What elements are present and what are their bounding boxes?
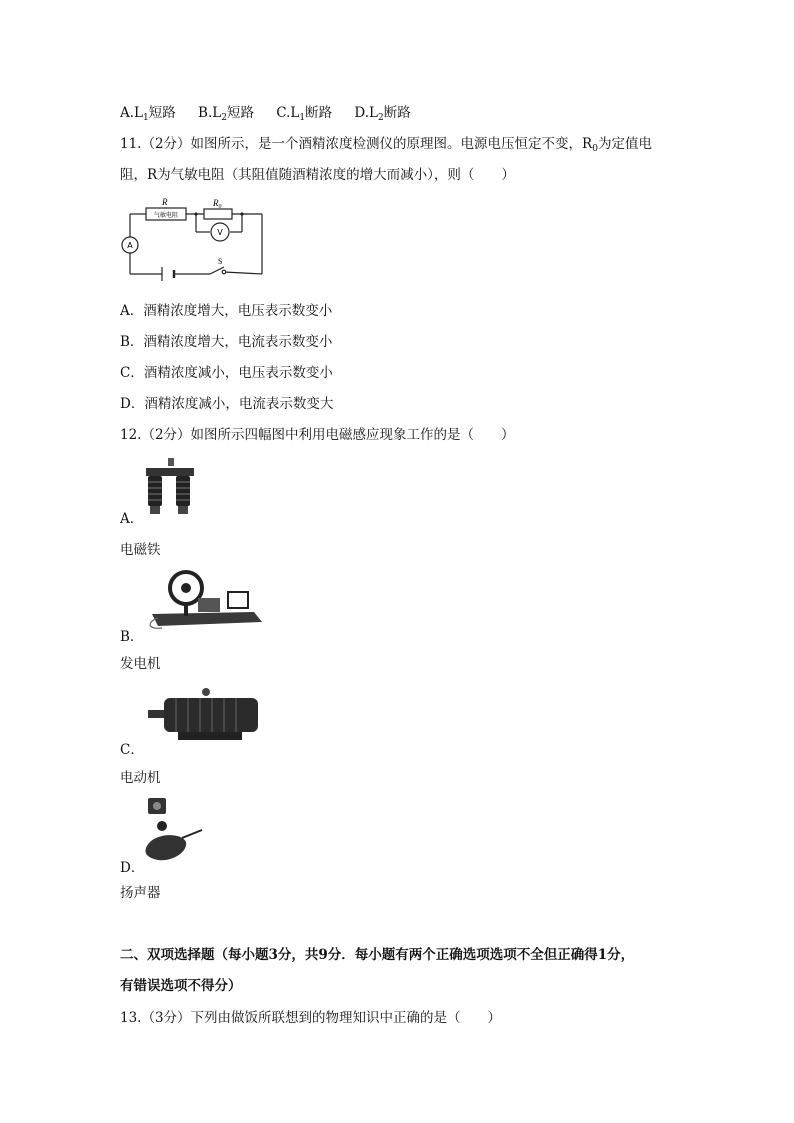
q10-option-c[interactable]: $C.L_1$断路 (276, 105, 333, 123)
q12-option-b-caption: 发电机 (120, 656, 161, 672)
q12-stem: 12.（2分）如图所示四幅图中利用电磁感应现象工作的是（ ） (120, 427, 515, 443)
label-s: S (218, 257, 223, 266)
fixed-resistor-r0 (204, 209, 232, 219)
section2-heading-line1: 二、双项选择题（每小题3分，共9分．每小题有两个正确选项选项不全但正确得1分， (120, 947, 635, 963)
label-a: A (127, 241, 133, 250)
q10-options-row (120, 104, 429, 122)
wire-bottom-right (224, 272, 262, 274)
q11-circuit-diagram (118, 196, 268, 282)
q10-option-b[interactable]: $B.L_2$短路 (198, 105, 254, 123)
speaker-image (142, 796, 206, 864)
q12-option-a-caption: 电磁铁 (120, 542, 161, 558)
q11-option-c[interactable]: C．酒精浓度减小，电压表示数变小 (120, 365, 333, 381)
q12-option-d-caption: 扬声器 (120, 885, 161, 901)
section2-heading-line2: 有错误选项不得分） (120, 978, 242, 994)
junction-left (194, 212, 197, 215)
q12-option-a-letter[interactable]: A． (120, 511, 144, 527)
q13-stem: 13.（3分）下列由做饭所联想到的物理知识中正确的是（ ） (120, 1010, 502, 1026)
q12-option-c-letter[interactable]: C． (120, 742, 144, 758)
q11-option-b[interactable]: B．酒精浓度增大，电流表示数变小 (120, 334, 333, 350)
electromagnet-image (140, 456, 204, 518)
q10-option-a[interactable]: $A.L_1$短路 (120, 105, 176, 123)
motor-image (146, 686, 264, 742)
q11-stem-line1: 11.（2分）如图所示，是一个酒精浓度检测仪的原理图。电源电压恒定不变，$R_0$为定值电 (120, 136, 652, 154)
generator-image (144, 566, 266, 630)
switch-contact (222, 270, 226, 274)
label-r0: $R_0$ (213, 198, 222, 210)
q11-stem-line2: 阻，R为气敏电阻（其阻值随酒精浓度的增大而减小），则（ ） (120, 167, 515, 183)
label-v: V (217, 228, 223, 237)
q12-option-c-caption: 电动机 (120, 770, 161, 786)
q12-option-d-letter[interactable]: D． (120, 860, 145, 876)
q11-option-d[interactable]: D．酒精浓度减小，电流表示数变大 (120, 396, 334, 412)
q12-option-b-letter[interactable]: B． (120, 629, 144, 645)
junction-right (240, 212, 243, 215)
label-r: R (162, 197, 168, 207)
label-r-box: 气敏电阻 (153, 212, 179, 219)
q10-option-d[interactable]: $D.L_2$断路 (354, 105, 411, 123)
q11-option-a[interactable]: A．酒精浓度增大，电压表示数变小 (120, 303, 333, 319)
